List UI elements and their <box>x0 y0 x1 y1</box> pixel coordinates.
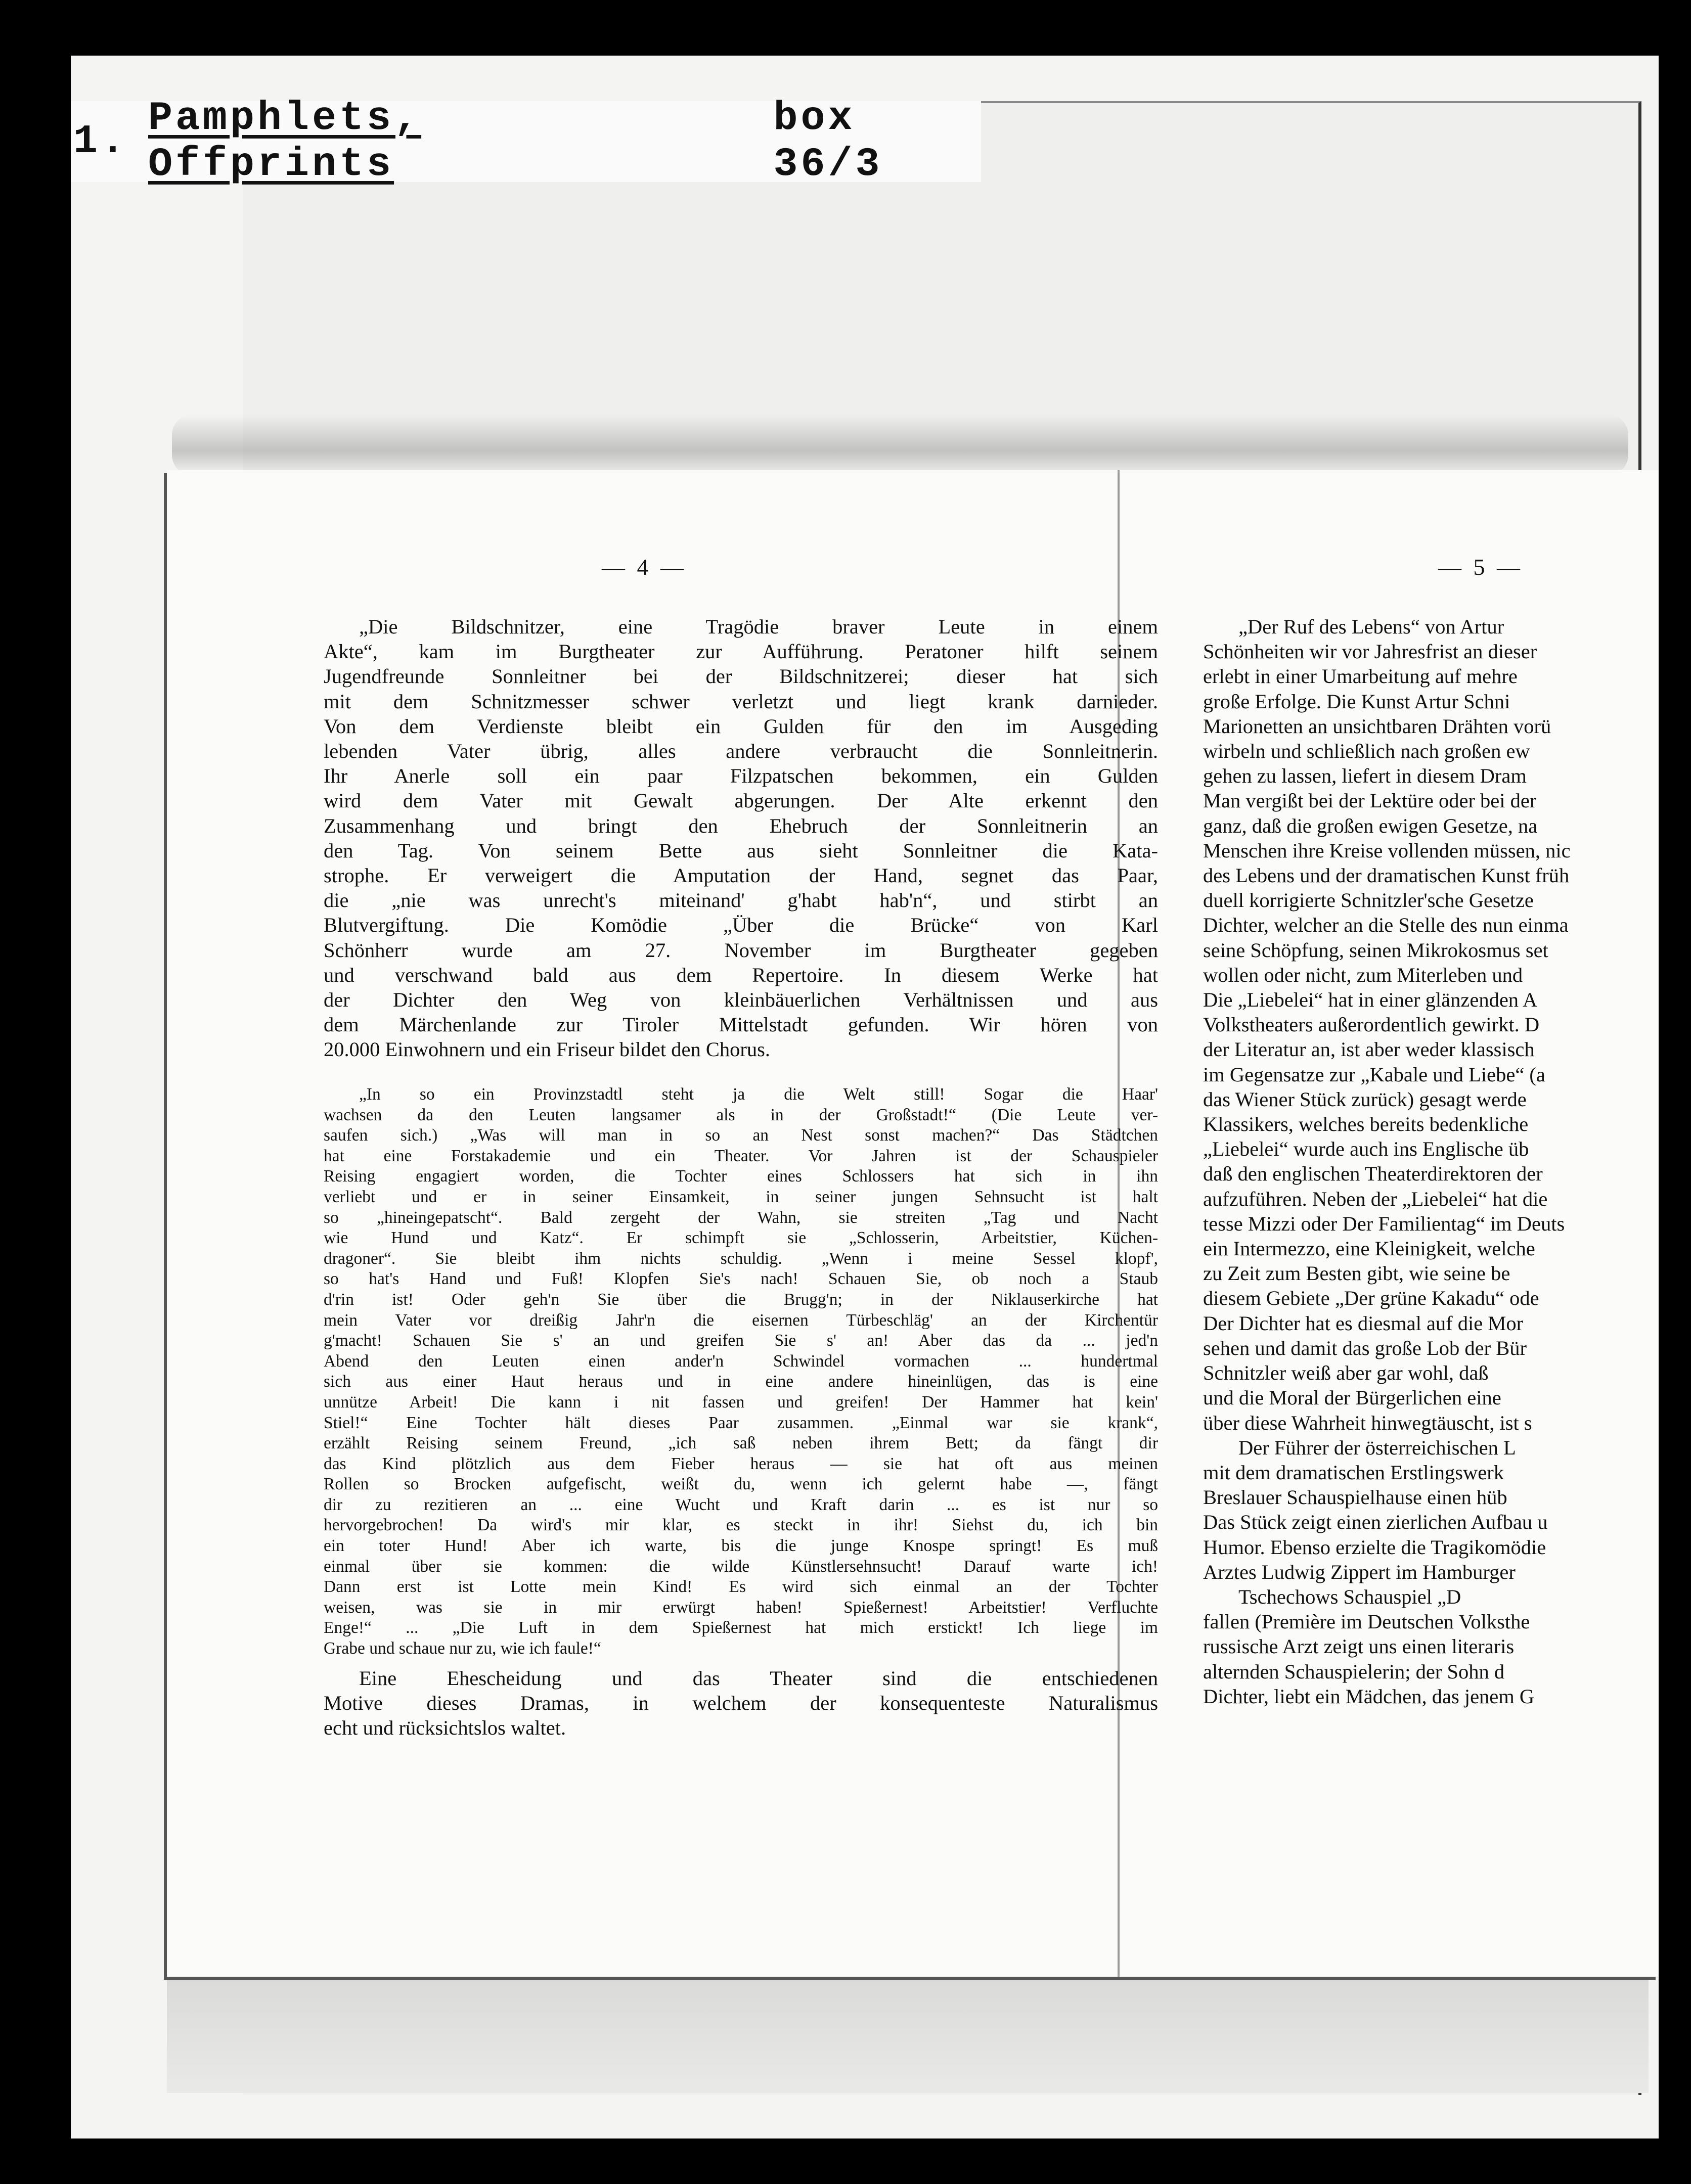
text-line: Reising engagiert worden, die Tochter eines Schlossers hat sich in ihn <box>324 1167 1158 1186</box>
label-series: Pamphlets, Offprints <box>148 96 422 188</box>
text-line: Dann erst ist Lotte mein Kind! Es wird sich einmal an der Tochter <box>324 1577 1158 1597</box>
text-line: und verschwand bald aus dem Repertoire. In diesem Werke hat <box>324 963 1158 986</box>
text-line: Marionetten an unsichtbaren Drähten vorü <box>1203 714 1551 738</box>
archive-label <box>71 96 981 188</box>
folder-crease <box>172 415 1628 475</box>
paragraph-right-column <box>1203 614 1659 1709</box>
text-line: dem Märchenlande zur Tiroler Mittelstadt gefunden. Wir hören von <box>324 1013 1158 1036</box>
text-line: und die Moral der Bürgerlichen eine <box>1203 1386 1501 1409</box>
text-line: Arztes Ludwig Zippert im Hamburger <box>1203 1560 1516 1583</box>
text-line: strophe. Er verweigert die Amputation der Hand, segnet das Paar, <box>324 864 1158 887</box>
text-line: daß den englischen Theaterdirektoren der <box>1203 1162 1543 1186</box>
text-line: Humor. Ebenso erzielte die Tragikomödie <box>1203 1535 1546 1559</box>
text-line: Jugendfreunde Sonnleitner bei der Bildschnitzerei; dieser hat sich <box>324 665 1158 688</box>
text-line: hervorgebrochen! Da wird's mir klar, es steckt in ihr! Siehst du, ich bin <box>324 1516 1158 1535</box>
text-line: Schnitzler weiß aber gar wohl, daß <box>1203 1361 1489 1385</box>
text-line: Rollen so Brocken aufgefischt, weißt du, wenn ich gelernt habe —, fängt <box>324 1475 1158 1494</box>
text-line: verliebt und er in seiner Einsamkeit, in seiner jungen Sehnsucht ist halt <box>324 1187 1158 1206</box>
text-line: seine Schöpfung, seinen Mikrokosmus set <box>1203 938 1548 962</box>
text-line: ein toter Hund! Aber ich warte, bis die junge Knospe springt! Es muß <box>324 1536 1158 1556</box>
text-line: diesem Gebiete „Der grüne Kakadu“ ode <box>1203 1287 1539 1310</box>
text-line: weisen, was sie in mir erwürgt haben! Spießernest! Arbeitstier! Verfluchte <box>324 1598 1158 1617</box>
text-line: „Liebelei“ wurde auch ins Englische üb <box>1203 1138 1529 1161</box>
text-line: Akte“, kam im Burgtheater zur Aufführung. Peratoner hilft seinem <box>324 640 1158 663</box>
text-line: mit dem dramatischen Erstlingswerk <box>1203 1461 1504 1484</box>
text-line: dragoner“. Sie bleibt ihm nichts schuldig. „Wenn i meine Sessel klopf', <box>324 1249 1158 1268</box>
text-line: 20.000 Einwohnern und ein Friseur bildet den Chorus. <box>324 1038 771 1061</box>
text-line: „Die Bildschnitzer, eine Tragödie braver Leute in einem <box>359 615 1158 638</box>
text-line: Tschechows Schauspiel „D <box>1238 1585 1461 1608</box>
text-line: Dichter, welcher an die Stelle des nun einma <box>1203 914 1569 937</box>
text-line: wie Hund und Katz“. Er schimpft sie „Schlosserin, Arbeitstier, Küchen- <box>324 1228 1158 1248</box>
text-line: „Der Ruf des Lebens“ von Artur <box>1238 615 1504 638</box>
text-line: dir zu rezitieren an ... eine Wucht und Kraft darin ... es ist nur so <box>324 1495 1158 1514</box>
text-line: Klassikers, welches bereits bedenkliche <box>1203 1113 1529 1136</box>
text-line: des Lebens und der dramatischen Kunst früh <box>1203 864 1570 887</box>
text-line: sehen und damit das große Lob der Bür <box>1203 1336 1527 1359</box>
text-line: alternden Schauspielerin; der Sohn d <box>1203 1660 1505 1683</box>
text-line: Schönheiten wir vor Jahresfrist an dieser <box>1203 640 1537 663</box>
text-line: aufzuführen. Neben der „Liebelei“ hat die <box>1203 1187 1548 1210</box>
text-line: Volkstheaters außerordentlich gewirkt. D <box>1203 1013 1540 1036</box>
label-number: 1. <box>73 118 128 165</box>
text-line: g'macht! Schauen Sie s' an und greifen Sie s' an! Aber das da ... jed'n <box>324 1331 1158 1350</box>
paragraph-conclusion <box>324 1666 1158 1741</box>
text-line: unnütze Arbeit! Die kann i nit fassen und greifen! Der Hammer hat kein' <box>324 1392 1158 1412</box>
text-line: einmal über sie kommen: die wilde Künstlersehnsucht! Darauf warte ich! <box>324 1557 1158 1576</box>
text-line: mein Vater vor dreißig Jahr'n die eisernen Türbeschläg' an der Kirchentür <box>324 1310 1158 1330</box>
text-line: Stiel!“ Eine Tochter hält dieses Paar zusammen. „Einmal war sie krank“, <box>324 1413 1158 1432</box>
text-line: Grabe und schaue nur zu, wie ich faule!“ <box>324 1639 601 1658</box>
text-line: der Literatur an, ist aber weder klassisch <box>1203 1038 1535 1061</box>
text-line: saufen sich.) „Was will man in so an Nest sonst machen?“ Das Städtchen <box>324 1126 1158 1145</box>
text-line: Der Führer der österreichischen L <box>1238 1436 1516 1459</box>
text-line: Menschen ihre Kreise vollenden müssen, nic <box>1203 839 1571 862</box>
text-line: Enge!“ ... „Die Luft in dem Spießernest hat mich erstickt! Ich liege im <box>324 1618 1158 1637</box>
text-line: wird dem Vater mit Gewalt abgerungen. Der Alte erkennt den <box>324 789 1158 812</box>
text-line: Motive dieses Dramas, in welchem der konsequenteste Naturalismus <box>324 1692 1158 1715</box>
text-line: sich aus einer Haut heraus und in eine andere hineinlügen, das is eine <box>324 1372 1158 1391</box>
text-line: den Tag. Von seinem Bette aus sieht Sonnleitner die Kata- <box>324 839 1158 862</box>
text-line: große Erfolge. Die Kunst Artur Schni <box>1203 690 1510 713</box>
text-line: Blutvergiftung. Die Komödie „Über die Brücke“ von Karl <box>324 914 1158 937</box>
text-line: wirbeln und schließlich nach großen ew <box>1203 740 1530 763</box>
text-line: zu Zeit zum Besten gibt, wie seine be <box>1203 1262 1510 1285</box>
text-line: das Kind plötzlich aus dem Fieber heraus — sie hat oft aus meinen <box>324 1454 1158 1473</box>
folder-bottom-edge <box>167 1962 1649 2093</box>
text-line: über diese Wahrheit hinwegtäuscht, ist s <box>1203 1411 1532 1434</box>
text-line: Das Stück zeigt einen zierlichen Aufbau u <box>1203 1511 1548 1534</box>
text-line: gehen zu lassen, liefert in diesem Dram <box>1203 764 1527 788</box>
text-line: Die „Liebelei“ hat in einer glänzenden A <box>1203 988 1538 1012</box>
film-edge <box>1659 0 1691 2184</box>
paragraph-quote <box>324 1084 1158 1659</box>
text-line: „In so ein Provinzstadtl steht ja die Welt still! Sogar die Haar' <box>359 1085 1158 1104</box>
text-line: so hat's Hand und Fuß! Klopfen Sie's nach! Schauen Sie, ob noch a Staub <box>324 1269 1158 1289</box>
text-line: Dichter, liebt ein Mädchen, das jenem G <box>1203 1685 1535 1708</box>
page-left <box>167 470 1158 1977</box>
paragraph-bildschnitzer <box>324 614 1158 1062</box>
text-line: erlebt in einer Umarbeitung auf mehre <box>1203 665 1518 688</box>
text-line: der Dichter den Weg von kleinbäuerlichen Verhältnissen und aus <box>324 988 1158 1012</box>
text-line: Man vergißt bei der Lektüre oder bei der <box>1203 789 1537 812</box>
text-line: so „hineingepatscht“. Bald zergeht der Wahn, sie streiten „Tag und Nacht <box>324 1208 1158 1227</box>
booklet-spread <box>167 470 1659 1977</box>
text-line: Zusammenhang und bringt den Ehebruch der Sonnleitnerin an <box>324 814 1158 837</box>
text-line: ganz, daß die großen ewigen Gesetze, na <box>1203 814 1538 837</box>
text-line: die „nie was unrecht's miteinand' g'habt hab'n“, und stirbt an <box>324 889 1158 912</box>
text-line: wollen oder nicht, zum Miterleben und <box>1203 963 1523 986</box>
text-line: Von dem Verdienste bleibt ein Gulden für den im Ausgeding <box>324 714 1158 738</box>
page-number-left: — 4 — <box>602 554 687 580</box>
text-line: d'rin ist! Oder geh'n Sie über die Brugg'n; in der Niklauserkirche hat <box>324 1290 1158 1309</box>
text-line: Eine Ehescheidung und das Theater sind die entschiedenen <box>359 1667 1158 1690</box>
text-line: erzählt Reising seinem Freund, „ich saß neben ihrem Bett; da fängt dir <box>324 1434 1158 1453</box>
text-line: ein Intermezzo, eine Kleinigkeit, welche <box>1203 1237 1535 1260</box>
text-line: hat eine Forstakademie und ein Theater. Vor Jahren ist der Schauspieler <box>324 1146 1158 1165</box>
text-line: Der Dichter hat es diesmal auf die Mor <box>1203 1311 1524 1335</box>
text-line: im Gegensatze zur „Kabale und Liebe“ (a <box>1203 1063 1545 1086</box>
text-line: Ihr Anerle soll ein paar Filzpatschen bekommen, ein Gulden <box>324 764 1158 788</box>
text-line: fallen (Première im Deutschen Volksthe <box>1203 1610 1530 1633</box>
text-line: tesse Mizzi oder Der Familientag“ im Deuts <box>1203 1212 1565 1235</box>
text-line: mit dem Schnitzmesser schwer verletzt und liegt krank darnieder. <box>324 690 1158 713</box>
text-line: echt und rücksichtslos waltet. <box>324 1716 566 1740</box>
label-box: box 36/3 <box>773 96 883 188</box>
text-line: Abend den Leuten einen ander'n Schwindel vormachen ... hundertmal <box>324 1351 1158 1371</box>
text-line: lebenden Vater übrig, alles andere verbraucht die Sonnleitnerin. <box>324 740 1158 763</box>
text-line: das Wiener Stück zurück) gesagt werde <box>1203 1087 1527 1111</box>
text-line: Breslauer Schauspielhause einen hüb <box>1203 1486 1507 1509</box>
page-number-right: — 5 — <box>1438 554 1523 580</box>
text-line: wachsen da den Leuten langsamer als in der Großstadt!“ (Die Leute ver- <box>324 1105 1158 1124</box>
text-line: Schönherr wurde am 27. November im Burgtheater gegeben <box>324 938 1158 962</box>
text-line: russische Arzt zeigt uns einen literaris <box>1203 1635 1515 1658</box>
page-right <box>1120 470 1659 1977</box>
text-line: duell korrigierte Schnitzler'sche Gesetze <box>1203 889 1534 912</box>
